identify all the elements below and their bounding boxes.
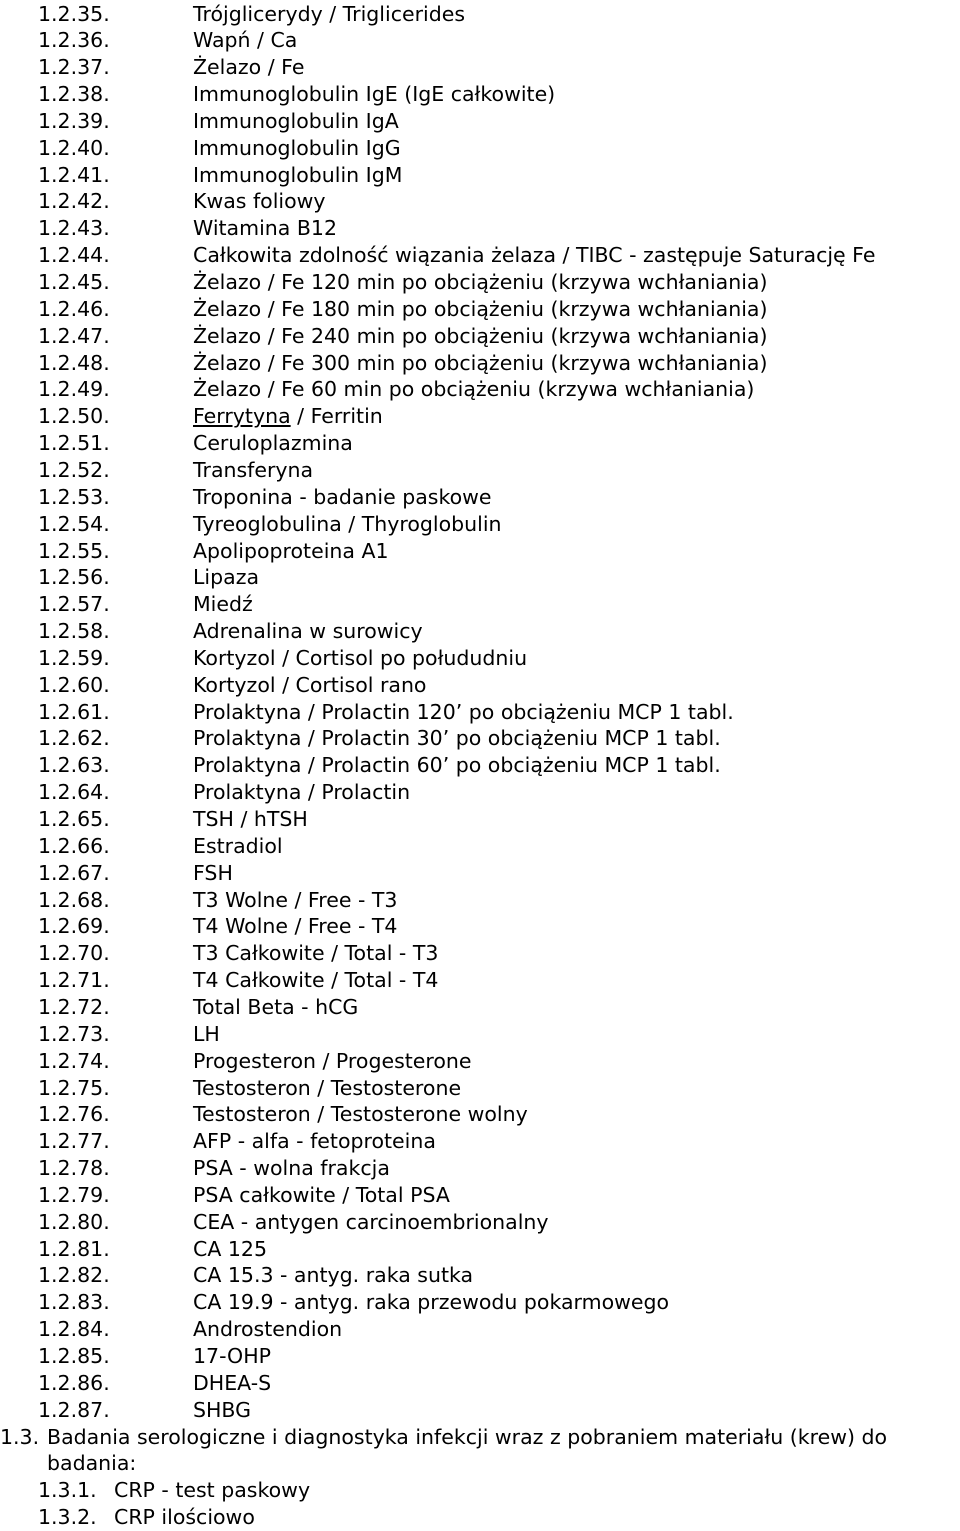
item-label: Immunoglobulin IgM — [193, 162, 403, 187]
list-item — [0, 403, 960, 430]
item-label: T3 Całkowite / Total - T3 — [193, 941, 439, 966]
item-label: Całkowita zdolność wiązania żelaza / TIBC - zastępuje Saturację Fe — [193, 243, 876, 268]
item-number: 1.2.50. — [38, 404, 110, 429]
list-item — [0, 81, 960, 108]
subitem-number: 1.3.1. — [38, 1478, 97, 1503]
list-item — [0, 994, 960, 1021]
item-label: Apolipoproteina A1 — [193, 538, 389, 563]
item-number: 1.2.82. — [38, 1263, 110, 1288]
list-item — [0, 887, 960, 914]
item-number: 1.2.55. — [38, 538, 110, 563]
list-item — [0, 54, 960, 81]
item-number: 1.2.57. — [38, 592, 110, 617]
item-label: DHEA-S — [193, 1370, 272, 1395]
item-number: 1.2.77. — [38, 1129, 110, 1154]
item-number: 1.2.66. — [38, 833, 110, 858]
section-number: 1.3. — [0, 1424, 40, 1449]
list-item — [0, 350, 960, 377]
section-heading — [0, 1424, 960, 1451]
list-item — [0, 242, 960, 269]
item-number: 1.2.73. — [38, 1021, 110, 1046]
item-label: Prolaktyna / Prolactin 30’ po obciążeniu MCP 1 tabl. — [193, 726, 721, 751]
list-item — [0, 967, 960, 994]
item-number: 1.2.68. — [38, 887, 110, 912]
item-label: Immunoglobulin IgE (IgE całkowite) — [193, 82, 556, 107]
list-item — [0, 1182, 960, 1209]
list-item — [0, 860, 960, 887]
item-number: 1.2.35. — [38, 1, 110, 26]
item-number: 1.2.48. — [38, 350, 110, 375]
item-label — [193, 403, 383, 430]
item-number: 1.2.78. — [38, 1156, 110, 1181]
item-label: Żelazo / Fe 60 min po obciążeniu (krzywa wchłaniania) — [193, 377, 755, 402]
list-item — [0, 511, 960, 538]
item-number: 1.2.81. — [38, 1236, 110, 1261]
list-item — [0, 618, 960, 645]
item-label: PSA - wolna frakcja — [193, 1156, 390, 1181]
item-number: 1.2.64. — [38, 780, 110, 805]
list-item — [0, 296, 960, 323]
item-label: LH — [193, 1021, 220, 1046]
item-number: 1.2.71. — [38, 968, 110, 993]
item-number: 1.2.38. — [38, 82, 110, 107]
list-item — [0, 269, 960, 296]
list-item — [0, 1021, 960, 1048]
list-item — [0, 1236, 960, 1263]
item-label: CA 125 — [193, 1236, 267, 1261]
item-label: Prolaktyna / Prolactin — [193, 780, 411, 805]
item-number: 1.2.47. — [38, 323, 110, 348]
list-item — [0, 645, 960, 672]
item-label: T4 Całkowite / Total - T4 — [193, 968, 439, 993]
list-item — [0, 538, 960, 565]
item-number: 1.2.43. — [38, 216, 110, 241]
item-label-rest: / Ferritin — [290, 404, 383, 429]
item-number: 1.2.46. — [38, 296, 110, 321]
item-label: TSH / hTSH — [193, 807, 308, 831]
subitem-number: 1.3.2. — [38, 1505, 97, 1530]
item-label: Ceruloplazmina — [193, 431, 353, 456]
item-number: 1.2.56. — [38, 565, 110, 590]
item-number: 1.2.45. — [38, 270, 110, 294]
list-item — [0, 1, 960, 28]
item-label: Kwas foliowy — [193, 189, 326, 214]
item-number: 1.2.69. — [38, 914, 110, 939]
list-item — [0, 779, 960, 806]
list-item — [0, 725, 960, 752]
list-item — [0, 591, 960, 618]
item-label: Prolaktyna / Prolactin 120’ po obciążeniu MCP 1 tabl. — [193, 699, 734, 724]
item-number: 1.2.87. — [38, 1397, 110, 1422]
item-number: 1.2.36. — [38, 28, 110, 53]
sub-list-item — [0, 1477, 960, 1504]
section-heading-continued — [0, 1450, 960, 1477]
item-number: 1.2.80. — [38, 1209, 110, 1234]
list-item — [0, 162, 960, 189]
item-number: 1.2.85. — [38, 1344, 110, 1368]
item-label: Żelazo / Fe 120 min po obciążeniu (krzywa wchłaniania) — [193, 270, 768, 294]
item-label: Żelazo / Fe 240 min po obciążeniu (krzywa wchłaniania) — [193, 323, 768, 348]
item-label: CEA - antygen carcinoembrionalny — [193, 1209, 549, 1234]
list-item — [0, 1397, 960, 1424]
list-item — [0, 564, 960, 591]
item-label: Immunoglobulin IgA — [193, 108, 399, 133]
item-label: Testosteron / Testosterone wolny — [193, 1102, 528, 1127]
list-item — [0, 1370, 960, 1397]
item-number: 1.2.74. — [38, 1048, 110, 1073]
item-label: FSH — [193, 860, 233, 885]
item-number: 1.2.60. — [38, 672, 110, 697]
list-item — [0, 1048, 960, 1075]
list-item — [0, 913, 960, 940]
item-number: 1.2.83. — [38, 1290, 110, 1315]
list-item — [0, 1155, 960, 1182]
list-item — [0, 323, 960, 350]
list-item — [0, 484, 960, 511]
list-item — [0, 1262, 960, 1289]
list-item — [0, 188, 960, 215]
item-label: CA 15.3 - antyg. raka sutka — [193, 1263, 474, 1288]
item-label: Prolaktyna / Prolactin 60’ po obciążeniu MCP 1 tabl. — [193, 753, 721, 778]
list-item — [0, 430, 960, 457]
item-label: SHBG — [193, 1397, 252, 1422]
item-label: Tyreoglobulina / Thyroglobulin — [193, 511, 502, 536]
item-label: Żelazo / Fe 180 min po obciążeniu (krzywa wchłaniania) — [193, 296, 768, 321]
item-number: 1.2.37. — [38, 55, 110, 80]
item-number: 1.2.70. — [38, 941, 110, 966]
item-number: 1.2.67. — [38, 860, 110, 885]
section-title-continued: badania: — [47, 1451, 137, 1476]
item-label: Androstendion — [193, 1317, 343, 1342]
item-number: 1.2.72. — [38, 994, 110, 1019]
list-item — [0, 135, 960, 162]
item-label: Troponina - badanie paskowe — [193, 484, 492, 509]
item-label: T4 Wolne / Free - T4 — [193, 914, 398, 939]
item-number: 1.2.53. — [38, 484, 110, 509]
item-label: Kortyzol / Cortisol po połududniu — [193, 645, 528, 670]
item-label: 17-OHP — [193, 1344, 271, 1368]
list-item — [0, 457, 960, 484]
item-number: 1.2.58. — [38, 619, 110, 644]
list-item — [0, 833, 960, 860]
list-item — [0, 108, 960, 135]
list-item — [0, 1289, 960, 1316]
item-label: Żelazo / Fe — [193, 55, 305, 80]
item-number: 1.2.40. — [38, 135, 110, 160]
item-label: Transferyna — [193, 457, 314, 482]
list-item — [0, 752, 960, 779]
item-number: 1.2.76. — [38, 1102, 110, 1127]
list-item — [0, 1209, 960, 1236]
item-label: Total Beta - hCG — [193, 994, 359, 1019]
list-item — [0, 1343, 960, 1370]
item-number: 1.2.41. — [38, 162, 110, 187]
list-item — [0, 699, 960, 726]
list-item — [0, 672, 960, 699]
list-item — [0, 806, 960, 833]
list-item — [0, 1316, 960, 1343]
list-item — [0, 1128, 960, 1155]
item-number: 1.2.51. — [38, 431, 110, 456]
list-item — [0, 215, 960, 242]
list-item — [0, 940, 960, 967]
item-label: T3 Wolne / Free - T3 — [193, 887, 398, 912]
item-number: 1.2.52. — [38, 457, 110, 482]
item-number: 1.2.79. — [38, 1182, 110, 1207]
sub-list-item — [0, 1504, 960, 1531]
item-number: 1.2.59. — [38, 645, 110, 670]
item-number: 1.2.62. — [38, 726, 110, 751]
item-label: Miedź — [193, 592, 253, 617]
item-number: 1.2.42. — [38, 189, 110, 214]
item-number: 1.2.65. — [38, 807, 110, 831]
item-number: 1.2.54. — [38, 511, 110, 536]
item-number: 1.2.84. — [38, 1317, 110, 1342]
item-label: Witamina B12 — [193, 216, 338, 241]
item-label: Progesteron / Progesterone — [193, 1048, 472, 1073]
item-number: 1.2.44. — [38, 243, 110, 268]
item-label: Estradiol — [193, 833, 283, 858]
item-label: Żelazo / Fe 300 min po obciążeniu (krzywa wchłaniania) — [193, 350, 768, 375]
item-label: PSA całkowite / Total PSA — [193, 1182, 450, 1207]
section-title: Badania serologiczne i diagnostyka infekcji wraz z pobraniem materiału (krew) do — [47, 1424, 888, 1449]
item-label: Kortyzol / Cortisol rano — [193, 672, 427, 697]
item-label: Immunoglobulin IgG — [193, 135, 401, 160]
subitem-label: CRP ilościowo — [114, 1505, 255, 1530]
item-number: 1.2.63. — [38, 753, 110, 778]
item-label: CA 19.9 - antyg. raka przewodu pokarmowego — [193, 1290, 670, 1315]
item-number: 1.2.49. — [38, 377, 110, 402]
item-label: Adrenalina w surowicy — [193, 619, 423, 644]
item-number: 1.2.61. — [38, 699, 110, 724]
item-number: 1.2.86. — [38, 1370, 110, 1395]
item-number: 1.2.39. — [38, 108, 110, 133]
list-item — [0, 376, 960, 403]
list-item — [0, 1075, 960, 1102]
item-label-underlined: Ferrytyna — [193, 404, 291, 429]
item-label: Testosteron / Testosterone — [193, 1075, 462, 1100]
item-label: Wapń / Ca — [193, 28, 298, 53]
item-label: AFP - alfa - fetoproteina — [193, 1129, 436, 1154]
list-item — [0, 27, 960, 54]
item-label: Lipaza — [193, 565, 260, 590]
item-label: Trójglicerydy / Triglicerides — [193, 1, 466, 26]
subitem-label: CRP - test paskowy — [114, 1478, 311, 1503]
item-number: 1.2.75. — [38, 1075, 110, 1100]
list-item — [0, 1101, 960, 1128]
